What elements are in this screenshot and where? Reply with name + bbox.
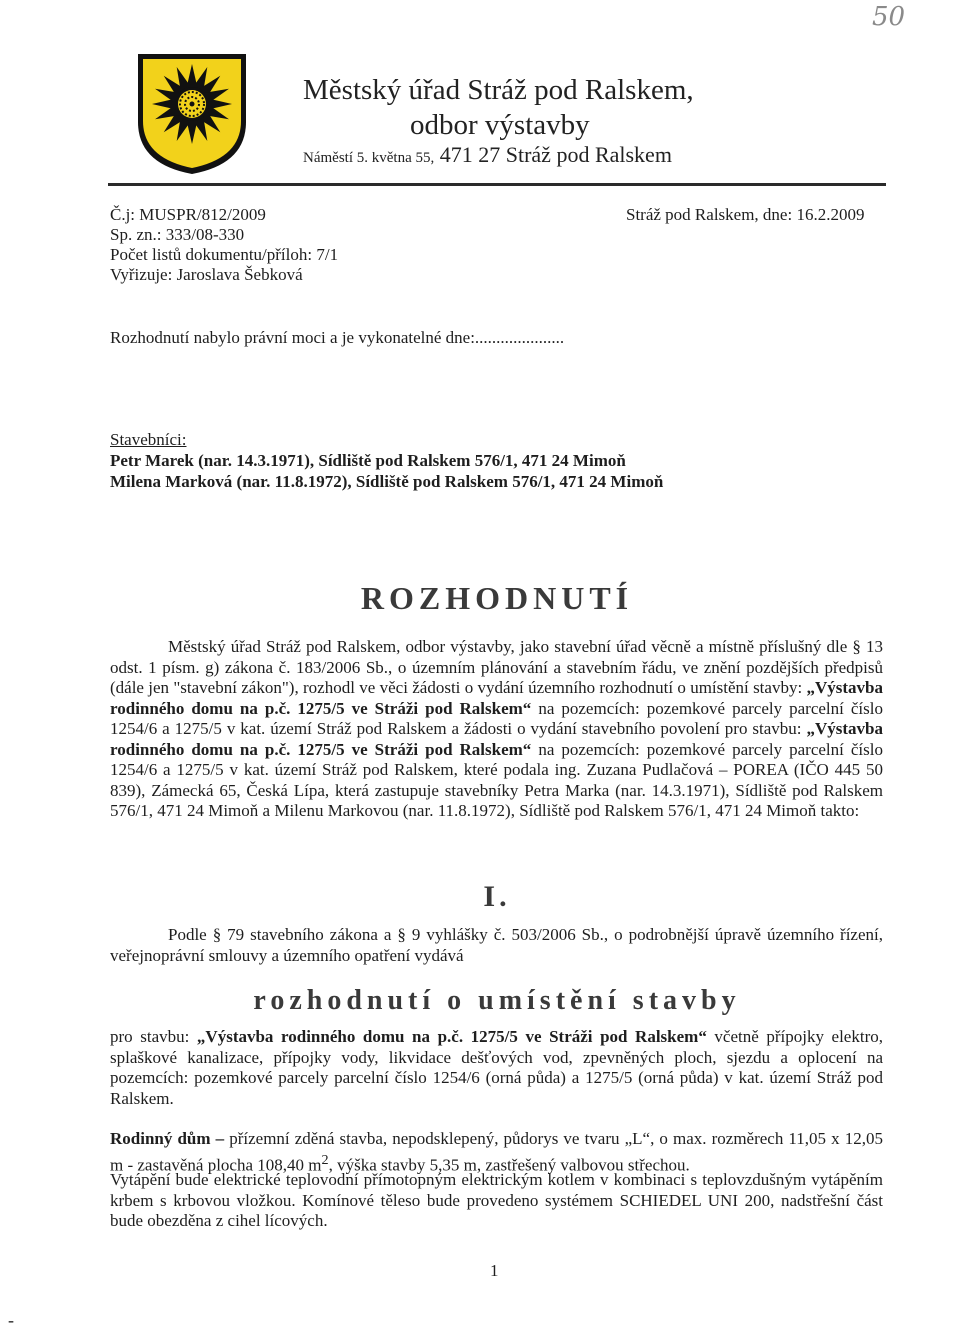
house-text-a: přízemní zděná stavba, nepodsklepený, půdorys ve tvaru „L“, o max. rozměrech 11,05 x 12,05 m - zastavěná plocha 108,40 m	[110, 1129, 883, 1175]
placement-decision-heading: rozhodnutí o umístění stavby	[253, 985, 741, 1016]
builders-label: Stavebníci:	[110, 430, 187, 449]
page-number: 1	[490, 1261, 499, 1280]
sheet-count: Počet listů dokumentu/příloh: 7/1	[110, 245, 339, 264]
house-label: Rodinný dům –	[110, 1129, 225, 1148]
legal-force-note: Rozhodnutí nabylo právní moci a je vykonatelné dne:.....................	[110, 328, 565, 347]
file-mark: Sp. zn.: 333/08-330	[110, 225, 245, 244]
project-paragraph	[110, 1027, 883, 1109]
project-name-2: „Výstavba rodinného domu na p.č. 1275/5 ve Stráži pod Ralskem“	[110, 719, 883, 759]
project-text-c: včetně přípojky elektro, splaškové kanalizace, přípojky vody, likvidace dešťových vod, zpevněných ploch, sjezdu a oplocení na pozemcích: pozemkové parcely parcelní číslo 1254/6 (orná půda) a 1275/5 (orná půda) v kat. území Stráž pod Ralskem.	[110, 1027, 883, 1108]
house-description	[110, 1129, 883, 1176]
area-unit-superscript: 2	[321, 1151, 329, 1168]
handwritten-page-number: 50	[872, 2, 906, 32]
decision-text-c: na pozemcích: pozemkové parcely parcelní číslo 1254/6 a 1275/5 v kat. území Stráž pod Ralskem a žádosti o vydání stavebního povolení pro stavbu:	[110, 698, 883, 738]
decision-paragraph	[110, 637, 883, 822]
reference-number: Č.j: MUSPR/812/2009	[110, 205, 266, 224]
decision-text-e: na pozemcích: pozemkové parcely parcelní číslo 1254/6 a 1275/5 v kat. území Stráž pod Ralskem, které podala ing. Zuzana Pudlačová – POREA (IČO 445 50 839), Zámecká 65, Česká Lípa, která zastupuje stavebníky Petra Marka (nar. 14.3.1971), Sídliště pod Ralskem 576/1, 471 24 Mimoň a Milenu Markovou (nar. 11.8.1972), Sídliště pod Ralskem 576/1, 471 24 Mimoň takto:	[110, 739, 883, 820]
issue-date: Stráž pod Ralskem, dne: 16.2.2009	[626, 205, 865, 224]
town-crest-logo	[136, 52, 248, 176]
house-text-b: , výška stavby 5,35 m, zastřešený valbovou střechou.	[328, 1155, 690, 1175]
decision-heading: ROZHODNUTÍ	[360, 580, 634, 616]
builder-1: Petr Marek (nar. 14.3.1971), Sídliště pod Ralskem 576/1, 471 24 Mimoň	[110, 451, 626, 470]
address-city: 471 27 Stráž pod Ralskem	[439, 142, 672, 167]
project-name-1: „Výstavba rodinného domu na p.č. 1275/5 ve Stráži pod Ralskem“	[110, 678, 883, 718]
project-text-a: pro stavbu:	[110, 1027, 197, 1046]
address-street: Náměstí 5. května 55,	[303, 150, 435, 166]
section-roman-numeral: I.	[483, 880, 511, 913]
builder-2: Milena Marková (nar. 11.8.1972), Sídliště pod Ralskem 576/1, 471 24 Mimoň	[110, 472, 664, 491]
decision-text-a: Městský úřad Stráž pod Ralskem, odbor výstavby, jako stavební úřad věcně a místně příslušný dle § 13 odst. 1 písm. g) zákona č. 183/2006 Sb., o územním plánování a stavebním řádu, ve znění pozdějších předpisů (dále jen "stavební zákon"), rozhodl ve věci žádosti o vydání územního rozhodnutí o umístění stavby:	[110, 637, 883, 697]
office-department: odbor výstavby	[410, 109, 590, 141]
office-title: Městský úřad Stráž pod Ralskem,	[303, 74, 694, 106]
legal-basis-paragraph: Podle § 79 stavebního zákona a § 9 vyhlášky č. 503/2006 Sb., o podrobnější úpravě územního řízení, veřejnoprávní smlouvy a územního opatření vydává	[110, 925, 883, 965]
handled-by: Vyřizuje: Jaroslava Šebková	[110, 265, 303, 284]
heating-description: Vytápění bude elektrické teplovodní přímotopným elektrickým kotlem v kombinaci s teplovzdušným vytápěním krbem s krbovou vložkou. Komínové těleso bude provedeno systémem SCHIEDEL UNI 200, nadstřešní část bude obezděna z cihel lícových.	[110, 1170, 883, 1230]
header-divider	[108, 183, 886, 186]
office-address	[303, 142, 672, 171]
project-name-3: „Výstavba rodinného domu na p.č. 1275/5 ve Stráži pod Ralskem“	[196, 1027, 707, 1046]
margin-mark: -	[8, 1310, 14, 1330]
